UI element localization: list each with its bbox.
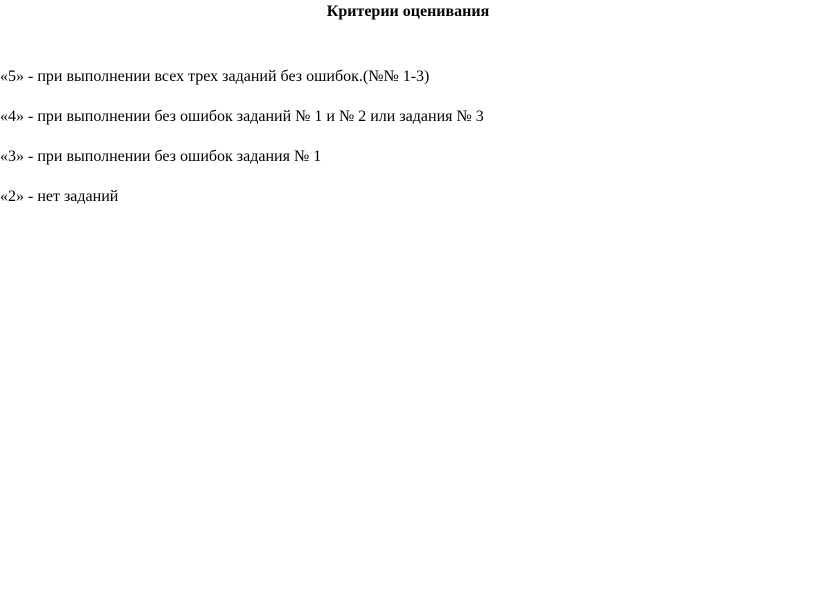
criterion-grade-5: «5» - при выполнении всех трех заданий без ошибок.(№№ 1-3)	[0, 68, 430, 85]
criteria-list	[0, 67, 484, 227]
criterion-grade-4: «4» - при выполнении без ошибок заданий № 1 и № 2 или задания № 3	[0, 108, 484, 125]
criterion-grade-2: «2» - нет заданий	[0, 188, 119, 205]
criterion-grade-3: «3» - при выполнении без ошибок задания № 1	[0, 148, 322, 165]
page-title: Критерии оценивания	[326, 3, 490, 20]
